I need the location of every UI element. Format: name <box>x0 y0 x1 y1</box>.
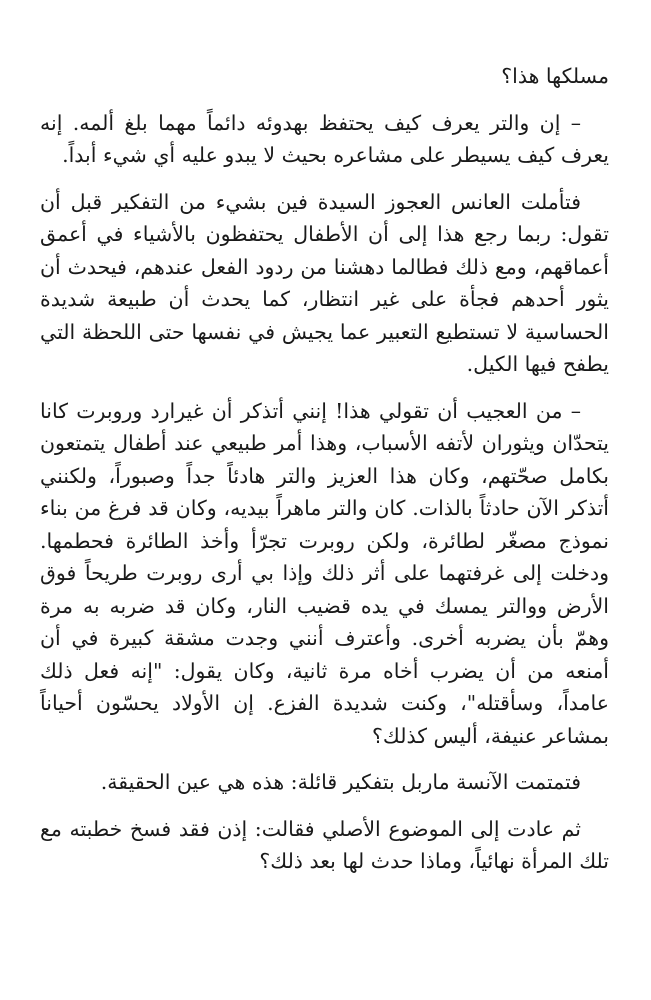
paragraph-continuation: مسلكها هذا؟ <box>501 64 609 88</box>
paragraph-dialogue-memory: – من العجيب أن تقولي هذا! إنني أتذكر أن غيرارد وروبرت كانا يتحدّان ويثوران لأتفه الأسباب، وهذا أمر طبيعي عند أطفال يتمتعون بكامل صحّتهم، وكان هذا العزيز والتر هادئاً جداً وصبوراً، ولكنني أتذكر الآن حادثاً بالذات. كان والتر ماهراً بيديه، وكان قد فرغ من بناء نموذج مصغّر لطائرة، ولكن روبرت تجرّأ وأخذ الطائرة فحطمها. ودخلت إلى غرفتهما على أثر ذلك وإذا بي أرى روبرت طريحاً فوق الأرض ووالتر يمسك في يده قضيب النار، وكان قد ضربه به مرة وهمّ بأن يضربه أخرى. وأعترف أنني وجدت مشقة كبيرة في أن أمنعه من أن يضرب أخاه مرة ثانية، وكان يقول: "إنه فعل ذلك عامداً، وسأقتله"، وكنت شديدة الفزع. إن الأولاد يحسّون أحياناً بمشاعر عنيفة، أليس كذلك؟ <box>40 398 609 748</box>
paragraph-miss-marple: فتمتمت الآنسة ماربل بتفكير قائلة: هذه هي عين الحقيقة. <box>100 770 581 794</box>
paragraph-dialogue-walter: – إن والتر يعرف كيف يحتفظ بهدوئه دائماً مهما بلغ ألمه. إنه يعرف كيف يسيطر على مشاعره بحيث لا يبدو عليه أي شيء أبداً. <box>40 110 609 167</box>
paragraph-question: ثم عادت إلى الموضوع الأصلي فقالت: إذن فقد فسخ خطبته مع تلك المرأة نهائياً، وماذا حدث لها بعد ذلك؟ <box>40 816 609 873</box>
paragraph-mrs-fane: فتأملت العانس العجوز السيدة فين بشيء من التفكير قبل أن تقول: ربما رجع هذا إلى أن الأطفال يحتفظون بالأشياء في أعمق أعماقهم، ومع ذلك فطالما دهشنا من ردود الفعل عندهم، فيحدث أن يثور أحدهم فجأة على غير انتظار، كما يحدث أن طبيعة شديدة الحساسية لا تستطيع التعبير عما يجيش في نفسها حتى اللحظة التي يطفح فيها الكيل. <box>40 189 609 376</box>
